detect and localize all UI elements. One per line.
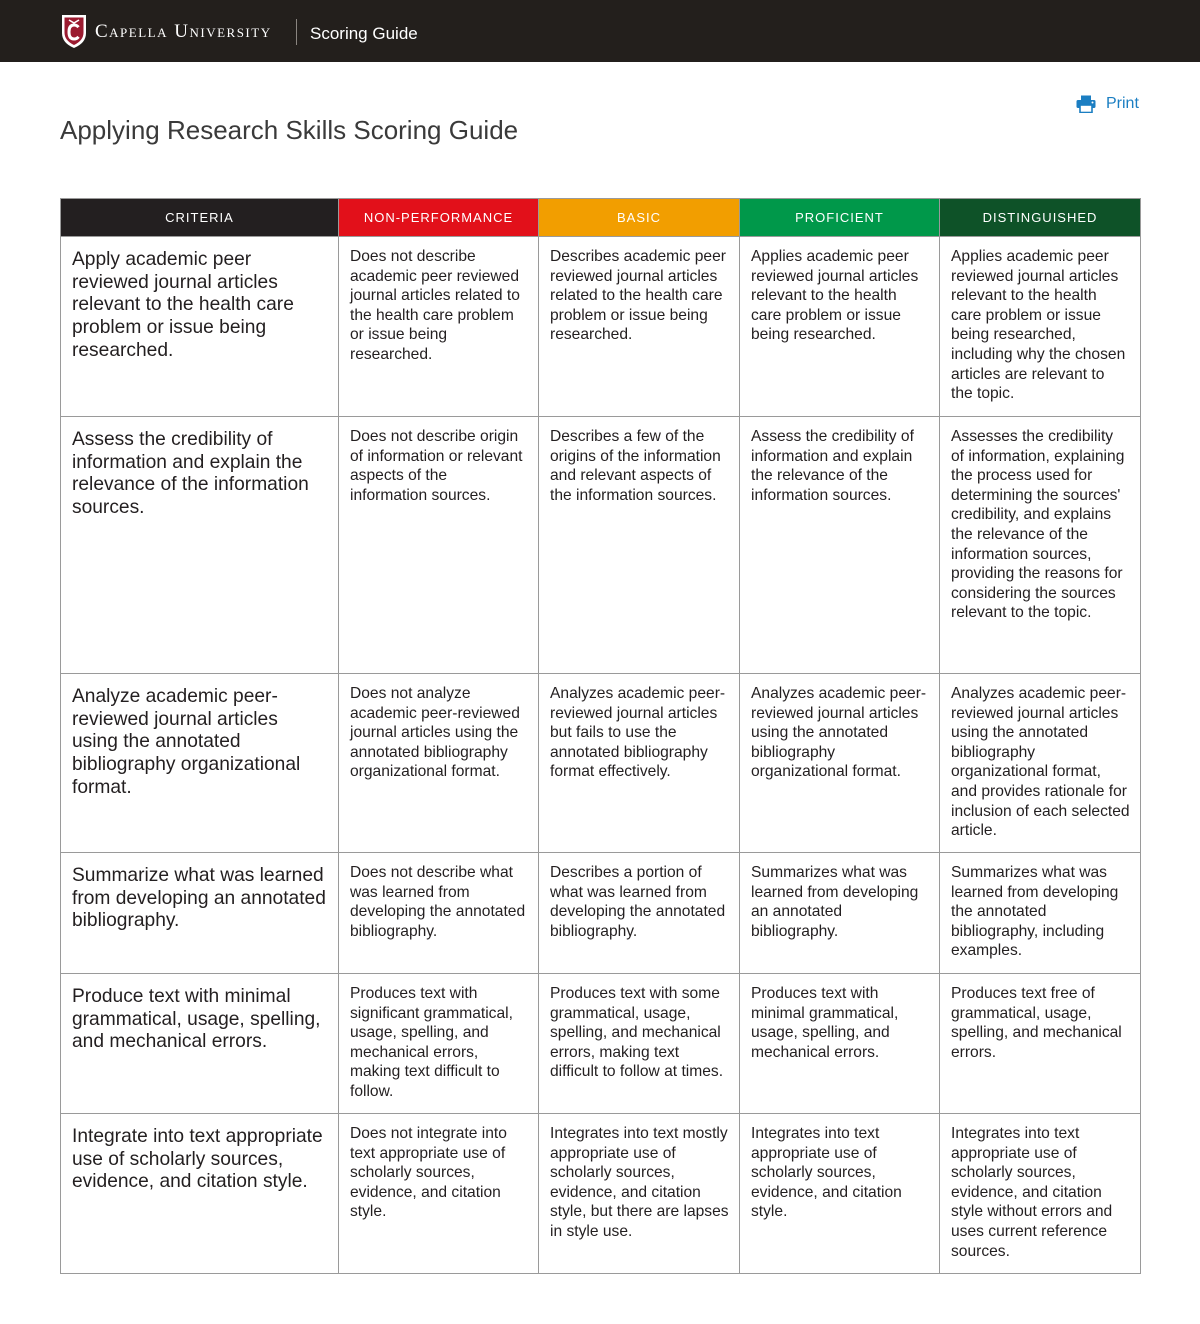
distinguished-cell: Integrates into text appropriate use of scholarly sources, evidence, and citation style without errors and uses current reference sources. bbox=[940, 1114, 1141, 1274]
proficient-cell: Applies academic peer reviewed journal articles relevant to the health care problem or issue being researched. bbox=[740, 237, 940, 417]
column-header-criteria: CRITERIA bbox=[61, 199, 339, 237]
column-header-distinguished: DISTINGUISHED bbox=[940, 199, 1141, 237]
basic-cell: Describes a few of the origins of the information and relevant aspects of the information sources. bbox=[539, 417, 740, 674]
distinguished-cell: Summarizes what was learned from developing the annotated bibliography, including examples. bbox=[940, 853, 1141, 974]
column-header-basic: BASIC bbox=[539, 199, 740, 237]
non-performance-cell: Does not describe academic peer reviewed journal articles related to the health care problem or issue being researched. bbox=[339, 237, 539, 417]
print-button[interactable] bbox=[1076, 92, 1139, 116]
distinguished-cell: Assesses the credibility of information, explaining the process used for determining the sources' credibility, and explains the relevance of the information sources, providing the reasons for considering the sources relevant to the topic. bbox=[940, 417, 1141, 674]
table-row bbox=[61, 417, 1141, 674]
proficient-cell: Analyzes academic peer-reviewed journal articles using the annotated bibliography organizational format. bbox=[740, 674, 940, 853]
basic-cell: Analyzes academic peer-reviewed journal articles but fails to use the annotated bibliography format effectively. bbox=[539, 674, 740, 853]
proficient-cell: Integrates into text appropriate use of scholarly sources, evidence, and citation style. bbox=[740, 1114, 940, 1274]
distinguished-cell: Applies academic peer reviewed journal articles relevant to the health care problem or issue being researched, including why the chosen articles are relevant to the topic. bbox=[940, 237, 1141, 417]
non-performance-cell: Produces text with significant grammatical, usage, spelling, and mechanical errors, making text difficult to follow. bbox=[339, 974, 539, 1114]
criteria-cell: Apply academic peer reviewed journal articles relevant to the health care problem or issue being researched. bbox=[61, 237, 339, 417]
column-header-proficient: PROFICIENT bbox=[740, 199, 940, 237]
proficient-cell: Summarizes what was learned from developing an annotated bibliography. bbox=[740, 853, 940, 974]
scoring-guide-table bbox=[60, 198, 1141, 1274]
printer-icon bbox=[1076, 95, 1096, 113]
table-row bbox=[61, 853, 1141, 974]
basic-cell: Describes academic peer reviewed journal articles related to the health care problem or issue being researched. bbox=[539, 237, 740, 417]
top-header-bar bbox=[0, 0, 1200, 62]
section-label: Scoring Guide bbox=[310, 24, 418, 43]
non-performance-cell: Does not analyze academic peer-reviewed journal articles using the annotated bibliography organizational format. bbox=[339, 674, 539, 853]
table-row bbox=[61, 1114, 1141, 1274]
table-header-row bbox=[61, 199, 1141, 237]
distinguished-cell: Produces text free of grammatical, usage, spelling, and mechanical errors. bbox=[940, 974, 1141, 1114]
page-title: Applying Research Skills Scoring Guide bbox=[60, 115, 519, 145]
table-row bbox=[61, 674, 1141, 853]
proficient-cell: Assess the credibility of information and explain the relevance of the information sources. bbox=[740, 417, 940, 674]
criteria-cell: Integrate into text appropriate use of scholarly sources, evidence, and citation style. bbox=[61, 1114, 339, 1274]
print-label[interactable]: Print bbox=[1106, 95, 1139, 112]
criteria-cell: Summarize what was learned from developing an annotated bibliography. bbox=[61, 853, 339, 974]
non-performance-cell: Does not describe what was learned from developing the annotated bibliography. bbox=[339, 853, 539, 974]
column-header-non-performance: NON-PERFORMANCE bbox=[339, 199, 539, 237]
non-performance-cell: Does not integrate into text appropriate use of scholarly sources, evidence, and citation style. bbox=[339, 1114, 539, 1274]
distinguished-cell: Analyzes academic peer-reviewed journal articles using the annotated bibliography organizational format, and provides rationale for inclusion of each selected article. bbox=[940, 674, 1141, 853]
table-row bbox=[61, 974, 1141, 1114]
basic-cell: Integrates into text mostly appropriate use of scholarly sources, evidence, and citation style, but there are lapses in style use. bbox=[539, 1114, 740, 1274]
table-row bbox=[61, 237, 1141, 417]
proficient-cell: Produces text with minimal grammatical, usage, spelling, and mechanical errors. bbox=[740, 974, 940, 1114]
non-performance-cell: Does not describe origin of information or relevant aspects of the information sources. bbox=[339, 417, 539, 674]
criteria-cell: Analyze academic peer-reviewed journal articles using the annotated bibliography organizational format. bbox=[61, 674, 339, 853]
basic-cell: Produces text with some grammatical, usage, spelling, and mechanical errors, making text difficult to follow at times. bbox=[539, 974, 740, 1114]
university-name: Capella University bbox=[95, 21, 272, 42]
header-divider bbox=[296, 19, 297, 45]
basic-cell: Describes a portion of what was learned from developing the annotated bibliography. bbox=[539, 853, 740, 974]
criteria-cell: Assess the credibility of information and explain the relevance of the information sources. bbox=[61, 417, 339, 674]
criteria-cell: Produce text with minimal grammatical, usage, spelling, and mechanical errors. bbox=[61, 974, 339, 1114]
capella-shield-icon bbox=[60, 13, 88, 49]
